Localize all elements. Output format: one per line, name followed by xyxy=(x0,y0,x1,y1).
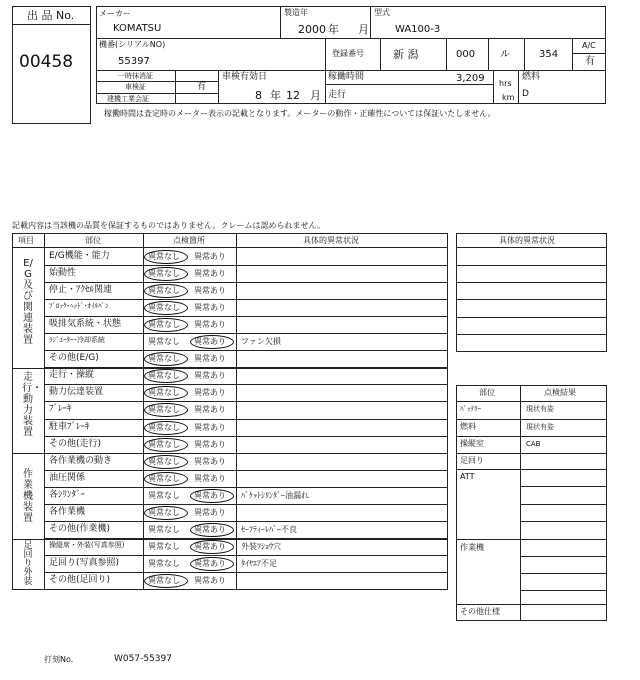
year-value: 2000 xyxy=(298,23,326,36)
ac-label: A/C xyxy=(582,41,596,50)
travel-label: 走行 xyxy=(328,90,347,100)
row-part: ﾌﾞﾚｰｷ xyxy=(49,404,72,414)
reg-kana: ル xyxy=(500,49,510,60)
row-part: その他(作業機) xyxy=(49,524,111,534)
row-part: 操縦席・外装(写真参照) xyxy=(49,541,125,549)
maker-label: メーカー xyxy=(99,9,131,18)
normal-selected-circle xyxy=(144,472,188,486)
group-label: 足回り外装 xyxy=(23,541,33,587)
lot-label: 出 品 No. xyxy=(27,9,75,22)
inspection-valid-year: 8 xyxy=(255,89,262,102)
row-detail: 外装ﾌｼｮｳ穴 xyxy=(241,542,281,551)
row-detail: ﾀｲﾔｴｱ不足 xyxy=(241,559,277,568)
loss-cert-label: 建機工業会証 xyxy=(107,95,149,103)
abnormal-option[interactable]: 異常あり xyxy=(194,474,226,483)
normal-selected-circle xyxy=(144,506,188,520)
serial-label: 機番(シリアルNO) xyxy=(99,40,166,49)
hrs-unit: hrs xyxy=(499,79,512,88)
abnormal-selected-circle xyxy=(190,523,234,537)
row-part: 各作業機 xyxy=(49,507,86,517)
normal-option[interactable]: 異常なし xyxy=(148,457,180,466)
abnormal-selected-circle xyxy=(190,540,234,554)
result-part-fuel: 燃料 xyxy=(460,422,476,431)
km-unit: km xyxy=(502,93,515,102)
result-part-other: その他仕様 xyxy=(460,607,500,616)
disclaimer: 記載内容は当該機の品質を保証するものではありません。クレームは認められません。 xyxy=(12,221,325,230)
normal-selected-circle xyxy=(144,421,188,435)
normal-option[interactable]: 異常なし xyxy=(148,252,180,261)
hdr-item: 項目 xyxy=(18,236,34,245)
year-label: 製造年 xyxy=(284,8,308,17)
hdr-inspect: 点検箇所 xyxy=(173,236,205,245)
row-part: 駐車ﾌﾞﾚｰｷ xyxy=(49,422,90,432)
normal-selected-circle xyxy=(144,267,188,281)
inspection-cert-value: 有 xyxy=(197,82,207,92)
abnormal-selected-circle xyxy=(190,557,234,571)
row-part: その他(E/G) xyxy=(49,353,99,363)
row-part: ﾗｼﾞｴｰﾀｰ･冷却系統 xyxy=(49,336,105,344)
normal-option[interactable]: 異常なし xyxy=(148,542,180,551)
row-part: 停止・ｱｸｾﾙ関連 xyxy=(49,285,113,295)
hdr-part: 部位 xyxy=(85,236,101,245)
normal-option[interactable]: 異常なし xyxy=(148,440,180,449)
normal-option[interactable]: 異常なし xyxy=(148,354,180,363)
normal-option[interactable]: 異常なし xyxy=(148,576,180,585)
abnormal-option[interactable]: 異常あり xyxy=(194,508,226,517)
normal-selected-circle xyxy=(144,403,188,417)
result-part-undercarriage: 足回り xyxy=(460,456,484,465)
normal-selected-circle xyxy=(144,318,188,332)
group-label: E/G及び関連装置 xyxy=(23,258,33,346)
inspection-cert-label: 車検証 xyxy=(125,83,146,91)
abnormal-option[interactable]: 異常あり xyxy=(194,388,226,397)
result-part-battery: ﾊﾞｯﾃﾘｰ xyxy=(460,405,481,413)
normal-option[interactable]: 異常なし xyxy=(148,269,180,278)
abnormal-option[interactable]: 異常あり xyxy=(194,252,226,261)
meter-note: 稼働時間は査定時のメーター表示の記載となります。メーターの動作・正確性については保証いたしません。 xyxy=(104,109,496,118)
normal-option[interactable]: 異常なし xyxy=(148,559,180,568)
row-part: ﾌﾞﾛｯｸ･ﾍｯﾄﾞ･ｵｲﾙﾊﾟﾝ xyxy=(49,302,109,310)
row-part: 動力伝達装置 xyxy=(49,387,104,397)
abnormal-option[interactable]: 異常あり xyxy=(194,405,226,414)
abnormal-option[interactable]: 異常あり xyxy=(194,423,226,432)
serial-value: 55397 xyxy=(118,56,150,67)
stamp-value: W057-55397 xyxy=(114,654,172,664)
normal-selected-circle xyxy=(144,386,188,400)
op-hours-label: 稼働時間 xyxy=(328,72,365,82)
reg-class: 000 xyxy=(456,49,476,60)
month-unit: 月 xyxy=(358,23,369,36)
abnormal-option[interactable]: 異常あり xyxy=(194,525,226,534)
result-table xyxy=(456,385,607,621)
row-part: 始動性 xyxy=(49,268,77,278)
row-part: 吸排気系統・状態 xyxy=(49,319,122,329)
model-value: WA100-3 xyxy=(395,24,441,35)
normal-option[interactable]: 異常なし xyxy=(148,423,180,432)
normal-selected-circle xyxy=(144,301,188,315)
abnormal-option[interactable]: 異常あり xyxy=(194,303,226,312)
stamp-label: 打刻No. xyxy=(44,655,74,664)
inspection-year-unit: 年 xyxy=(270,89,281,102)
reg-number: 354 xyxy=(539,49,559,60)
hdr-detail: 具体的異常状況 xyxy=(303,236,359,245)
row-detail: ﾊﾞｹｯﾄｼﾘﾝﾀﾞｰ油漏れ xyxy=(241,491,309,500)
normal-option[interactable]: 異常なし xyxy=(148,371,180,380)
abnormal-option[interactable]: 異常あり xyxy=(194,371,226,380)
op-hours-value: 3,209 xyxy=(456,73,485,84)
normal-selected-circle xyxy=(144,455,188,469)
normal-option[interactable]: 異常なし xyxy=(148,320,180,329)
abnormal-option[interactable]: 異常あり xyxy=(194,269,226,278)
abnormal-option[interactable]: 異常あり xyxy=(194,576,226,585)
inspection-month-unit: 月 xyxy=(310,89,321,102)
normal-selected-circle xyxy=(144,574,188,588)
normal-option[interactable]: 異常なし xyxy=(148,286,180,295)
detail-table-header: 具体的異常状況 xyxy=(499,236,555,245)
row-part: その他(足回り) xyxy=(49,575,111,585)
normal-selected-circle xyxy=(144,369,188,383)
result-part-work: 作業機 xyxy=(460,543,484,552)
model-label: 型式 xyxy=(374,8,390,17)
normal-selected-circle xyxy=(144,438,188,452)
abnormal-option[interactable]: 異常あり xyxy=(194,542,226,551)
abnormal-option[interactable]: 異常あり xyxy=(194,559,226,568)
result-header-part: 部位 xyxy=(479,388,495,397)
normal-option[interactable]: 異常なし xyxy=(148,303,180,312)
abnormal-option[interactable]: 異常あり xyxy=(194,337,226,346)
group-label: 走行・動力装置 xyxy=(22,372,42,438)
abnormal-option[interactable]: 異常あり xyxy=(194,440,226,449)
row-detail: ｾｰﾌﾃｨｰﾚﾊﾞｰ不良 xyxy=(241,525,297,534)
normal-selected-circle xyxy=(144,250,188,264)
row-detail: ファン欠損 xyxy=(241,337,281,346)
result-value-cab: CAB xyxy=(526,440,541,448)
row-part: 足回り(写真参照) xyxy=(49,558,120,568)
normal-option[interactable]: 異常なし xyxy=(148,525,180,534)
abnormal-option[interactable]: 異常あり xyxy=(194,320,226,329)
reg-region: 新 潟 xyxy=(393,48,419,61)
abnormal-option[interactable]: 異常あり xyxy=(194,354,226,363)
inspection-valid-month: 12 xyxy=(286,89,300,102)
normal-option[interactable]: 異常なし xyxy=(148,474,180,483)
normal-option[interactable]: 異常なし xyxy=(148,405,180,414)
normal-option[interactable]: 異常なし xyxy=(148,508,180,517)
result-value-battery: 現状有姿 xyxy=(526,405,554,413)
row-part: 油圧関係 xyxy=(49,473,86,483)
normal-selected-circle xyxy=(144,352,188,366)
ac-value: 有 xyxy=(585,56,595,67)
normal-option[interactable]: 異常なし xyxy=(148,388,180,397)
normal-option[interactable]: 異常なし xyxy=(148,337,180,346)
abnormal-option[interactable]: 異常あり xyxy=(194,491,226,500)
temp-permit-label: 一時抹消証 xyxy=(118,72,153,80)
row-part: 各ｼﾘﾝﾀﾞｰ xyxy=(49,490,86,500)
inspection-valid-label: 車検有効日 xyxy=(222,72,268,82)
result-header-result: 点検結果 xyxy=(544,388,576,397)
result-value-fuel: 現状有姿 xyxy=(526,423,554,431)
abnormal-option[interactable]: 異常あり xyxy=(194,457,226,466)
row-part: 各作業機の動き xyxy=(49,456,113,466)
fuel-value: D xyxy=(522,89,529,99)
abnormal-selected-circle xyxy=(190,489,234,503)
abnormal-option[interactable]: 異常あり xyxy=(194,286,226,295)
maker-value: KOMATSU xyxy=(113,23,162,34)
row-part: E/G機能・能力 xyxy=(49,251,110,261)
group-label: 作業機装置 xyxy=(23,469,33,524)
fuel-label: 燃料 xyxy=(522,72,541,82)
abnormal-selected-circle xyxy=(190,335,234,349)
row-part: その他(走行) xyxy=(49,439,102,449)
result-part-cab: 操縦室 xyxy=(460,439,484,448)
year-unit: 年 xyxy=(328,23,339,36)
normal-selected-circle xyxy=(144,284,188,298)
reg-label: 登録番号 xyxy=(332,49,364,58)
lot-number: 00458 xyxy=(19,52,74,72)
row-part: 走行・操縦 xyxy=(49,370,95,380)
result-part-att: ATT xyxy=(460,472,475,481)
normal-option[interactable]: 異常なし xyxy=(148,491,180,500)
